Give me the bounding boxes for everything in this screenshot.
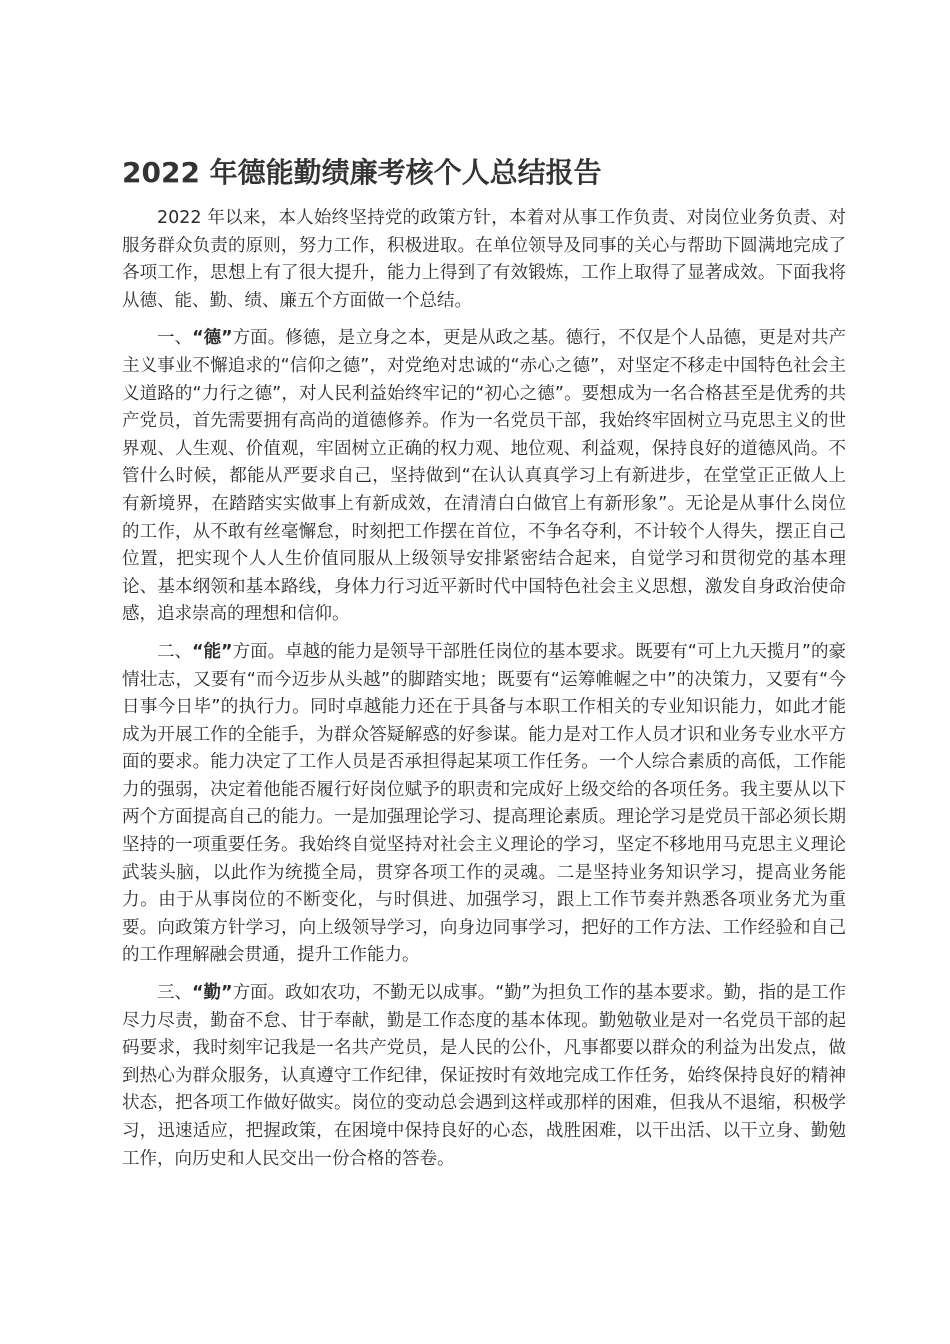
paragraph-qin	[122, 980, 846, 1173]
section-keyword: “能”	[192, 641, 233, 662]
section-number: 三、	[157, 983, 193, 1004]
paragraph-text: 2022 年以来，本人始终坚持党的政策方针，本着对从事工作负责、对岗位业务负责、对服务群众负责的原则，努力工作，积极进取。在单位领导及同事的关心与帮助下圆满地完成了各项工作，思想上有了很大提升，能力上得到了有效锻炼，工作上取得了显著成效。下面我将从德、能、勤、绩、廉五个方面做一个总结。	[122, 208, 846, 311]
document-title: 2022 年德能勤绩廉考核个人总结报告	[122, 156, 602, 189]
paragraph-neng	[122, 639, 846, 970]
paragraph-text: 方面。修德，是立身之本，更是从政之基。德行，不仅是个人品德，更是对共产主义事业不懈追求的“信仰之德”，对党绝对忠诚的“赤心之德”，对坚定不移走中国特色社会主义道路的“力行之德”，对人民利益始终牢记的“初心之德”。要想成为一名合格甚至是优秀的共产党员，首先需要拥有高尚的道德修养。作为一名党员干部，我始终牢固树立马克思主义的世界观、人生观、价值观，牢固树立正确的权力观、地位观、利益观，保持良好的道德风尚。不管什么时候，都能从严要求自己，坚持做到“在认认真真学习上有新进步，在堂堂正正做人上有新境界，在踏踏实实做事上有新成效，在清清白白做官上有新形象”。无论是从事什么岗位的工作，从不敢有丝毫懈怠，时刻把工作摆在首位，不争名夺利，不计较个人得失，摆正自己位置，把实现个人人生价值同服从上级领导安排紧密结合起来，自觉学习和贯彻党的基本理论、基本纲领和基本路线，身体力行习近平新时代中国特色社会主义思想，激发自身政治使命感，追求崇高的理想和信仰。	[122, 328, 847, 625]
paragraph-de	[122, 325, 846, 629]
section-number: 一、	[157, 328, 193, 349]
paragraph-intro	[122, 205, 846, 315]
paragraph-text: 方面。政如农功，不勤无以成事。“勤”为担负工作的基本要求。勤，指的是工作尽力尽责，勤奋不怠、甘于奉献，勤是工作态度的基本体现。勤勉敬业是对一名党员干部的起码要求，我时刻牢记我是一名共产党员，是人民的公仆，凡事都要以群众的利益为出发点，做到热心为群众服务，认真遵守工作纪律，保证按时有效地完成工作任务，始终保持良好的精神状态，把各项工作做好做实。岗位的变动总会遇到这样或那样的困难，但我从不退缩，积极学习，迅速适应，把握政策，在困境中保持良好的心态，战胜困难，以干出活、以干立身、勤勉工作，向历史和人民交出一份合格的答卷。	[122, 983, 847, 1169]
section-keyword: “德”	[192, 328, 233, 349]
document-body	[122, 205, 846, 1183]
section-keyword: “勤”	[192, 983, 233, 1004]
paragraph-text: 方面。卓越的能力是领导干部胜任岗位的基本要求。既要有“可上九天揽月”的豪情壮志，又要有“而今迈步从头越”的脚踏实地；既要有“运筹帷幄之中”的决策力，又要有“今日事今日毕”的执行力。同时卓越能力还在于具备与本职工作相关的专业知识能力，如此才能成为开展工作的全能手，为群众答疑解惑的好参谋。能力是对工作人员才识和业务专业水平方面的要求。能力决定了工作人员是否承担得起某项工作任务。一个人综合素质的高低，工作能力的强弱，决定着他能否履行好岗位赋予的职责和完成好上级交给的各项任务。我主要从以下两个方面提高自己的能力。一是加强理论学习、提高理论素质。理论学习是党员干部必须长期坚持的一项重要任务。我始终自觉坚持对社会主义理论的学习，坚定不移地用马克思主义理论武装头脑，以此作为统揽全局，贯穿各项工作的灵魂。二是坚持业务知识学习，提高业务能力。由于从事岗位的不断变化，与时俱进、加强学习，跟上工作节奏并熟悉各项业务尤为重要。向政策方针学习，向上级领导学习，向身边同事学习，把好的工作方法、工作经验和自己的工作理解融会贯通，提升工作能力。	[122, 641, 847, 966]
section-number: 二、	[157, 641, 193, 662]
